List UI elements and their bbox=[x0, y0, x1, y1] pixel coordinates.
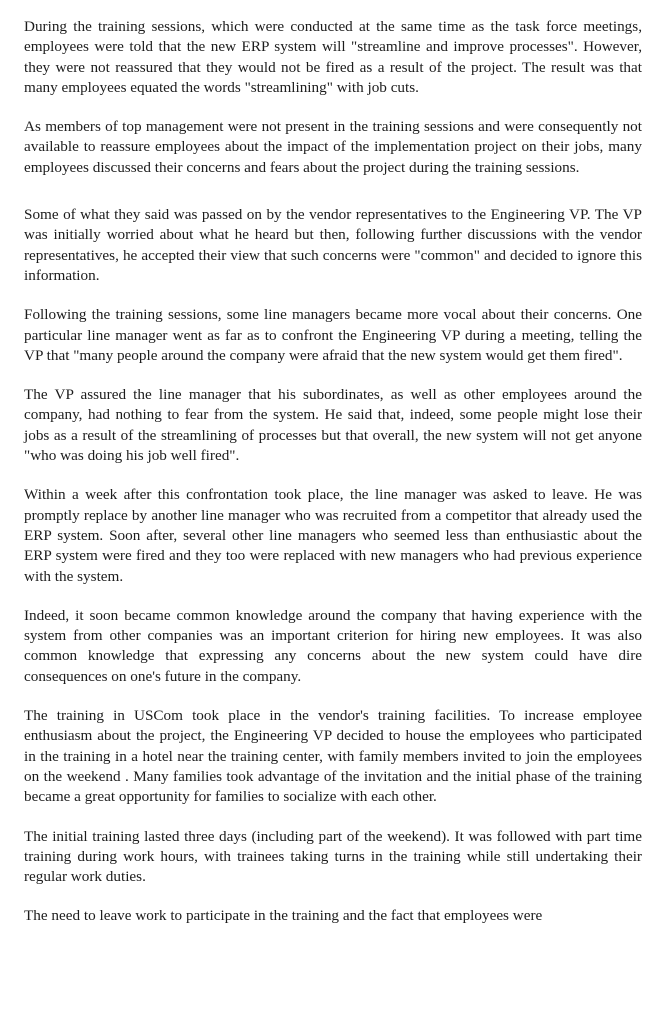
paragraph-manager-replaced: Within a week after this confrontation took place, the line manager was asked to leave. He was promptly replace by another line manager who was recruited from a competitor that already used the ERP system. Soon after, several other line managers who seemed less than enthusiastic about the ERP system were fired and they too were replaced with new managers who had previous experience with the system. bbox=[24, 486, 642, 585]
document-page bbox=[24, 17, 642, 927]
paragraph-management-absence: As members of top management were not present in the training sessions and were consequently not available to reassure employees about the impact of the implementation project on their jobs, many employees discussed their concerns and fears about the project during the training sessions. bbox=[24, 118, 642, 176]
paragraph-training-sessions: During the training sessions, which were conducted at the same time as the task force meetings, employees were told that the new ERP system will "streamline and improve processes". However, they were not reassured that they would not be fired as a result of the project. The result was that many employees equated the words "streamlining" with job cuts. bbox=[24, 18, 642, 96]
paragraph-leave-work: The need to leave work to participate in the training and the fact that employees were bbox=[24, 907, 543, 925]
paragraph-vp-assurance: The VP assured the line manager that his subordinates, as well as other employees around the company, had nothing to fear from the system. He said that, indeed, some people might lose their jobs as a result of the streamlining of processes but that overall, the new system will not get anyone "who was doing his job well fired". bbox=[24, 386, 642, 465]
paragraph-common-knowledge: Indeed, it soon became common knowledge around the company that having experience with the system from other companies was an important criterion for hiring new employees. It was also common knowledge that expressing any concerns about the new system could have dire consequences on one's future in the company. bbox=[24, 606, 642, 685]
paragraph-uscom-training: The training in USCom took place in the vendor's training facilities. To increase employee enthusiasm about the project, the Engineering VP decided to house the employees who participated in the training in a hotel near the training center, with family members invited to join the employees on the weekend . Many families took advantage of the invitation and the initial phase of the training became a great opportunity for families to socialize with each other. bbox=[24, 707, 642, 806]
paragraph-initial-training: The initial training lasted three days (including part of the weekend). It was followed with part time training during work hours, with trainees taking turns in the training while still undertaking their regular work duties. bbox=[24, 827, 642, 886]
paragraph-vendor-feedback: Some of what they said was passed on by the vendor representatives to the Engineering VP. The VP was initially worried about what he heard but then, following further discussions with the vendor representatives, he accepted their view that such concerns were "common" and decided to ignore this information. bbox=[24, 206, 642, 284]
paragraph-line-manager-confrontation: Following the training sessions, some line managers became more vocal about their concerns. One particular line manager went as far as to confront the Engineering VP during a meeting, telling the VP that "many people around the company were afraid that the new system would get them fired". bbox=[24, 306, 642, 364]
